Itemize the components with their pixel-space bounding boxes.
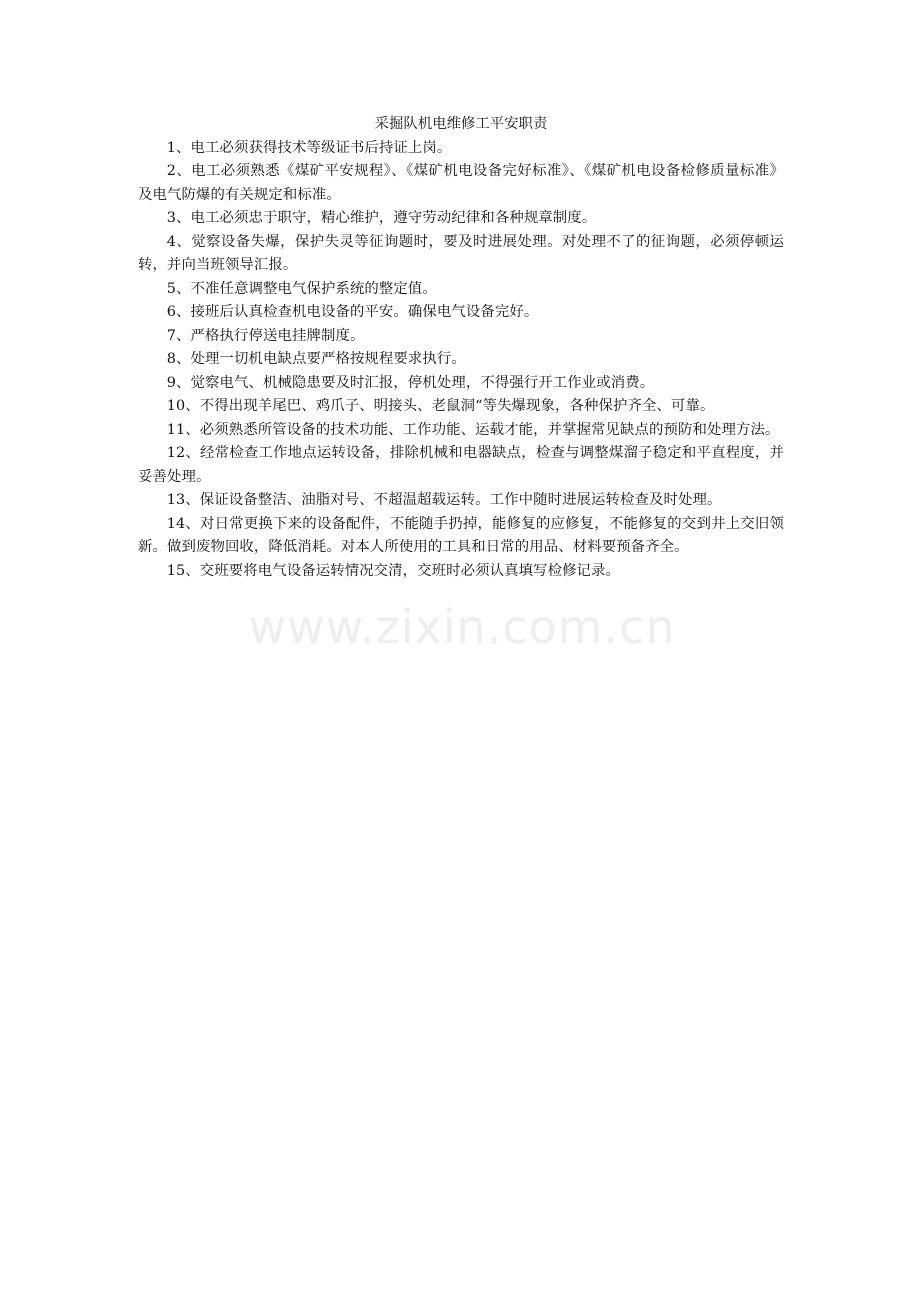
- document-body: [138, 113, 784, 583]
- clause-12: 12、经常检查工作地点运转设备，排除机械和电器缺点，检查与调整煤溜子稳定和平直程度，并妥善处理。: [138, 445, 784, 485]
- clause-1: 1、电工必须获得技术等级证书后持证上岗。: [166, 139, 452, 156]
- watermark: www.zixin.com.cn: [248, 600, 676, 654]
- clause-6: 6、接班后认真检查机电设备的平安。确保电气设备完好。: [166, 304, 539, 320]
- clause-4: 4、觉察设备失爆，保护失灵等征询题时，要及时进展处理。对处理不了的征询题，必须停顿运转，并向当班领导汇报。: [138, 233, 784, 273]
- clause-9: 9、觉察电气、机械隐患要及时汇报，停机处理，不得强行开工作业或消费。: [166, 374, 655, 391]
- clause-8: 8、处理一切机电缺点要严格按规程要求执行。: [166, 351, 466, 367]
- clause-13: 13、保证设备整洁、油脂对号、不超温超载运转。工作中随时进展运转检查及时处理。: [166, 492, 722, 508]
- clause-15: 15、交班要将电气设备运转情况交清，交班时必须认真填写检修记录。: [166, 562, 621, 579]
- clause-list: [138, 137, 784, 584]
- clause-3: 3、电工必须忠于职守，精心维护，遵守劳动纪律和各种规章制度。: [166, 210, 597, 226]
- clause-7: 7、严格执行停送电挂牌制度。: [166, 327, 365, 344]
- document-title: 采掘队机电维修工平安职责: [374, 116, 548, 132]
- clause-5: 5、不准任意调整电气保护系统的整定值。: [166, 280, 437, 297]
- clause-14: 14、对日常更换下来的设备配件，不能随手扔掉，能修复的应修复，不能修复的交到井上交旧领新。做到废物回收，降低消耗。对本人所使用的工具和日常的用品、材料要预备齐全。: [138, 515, 784, 555]
- clause-10: 10、不得出现羊尾巴、鸡爪子、明接头、老鼠洞“等失爆现象，各种保护齐全、可靠。: [166, 398, 715, 414]
- clause-11: 11、必须熟悉所管设备的技术功能、工作功能、运载才能，并掌握常见缺点的预防和处理方法。: [166, 421, 780, 438]
- clause-2: 2、电工必须熟悉《煤矿平安规程》、《煤矿机电设备完好标准》、《煤矿机电设备检修质量标准》及电气防爆的有关规定和标准。: [138, 163, 784, 203]
